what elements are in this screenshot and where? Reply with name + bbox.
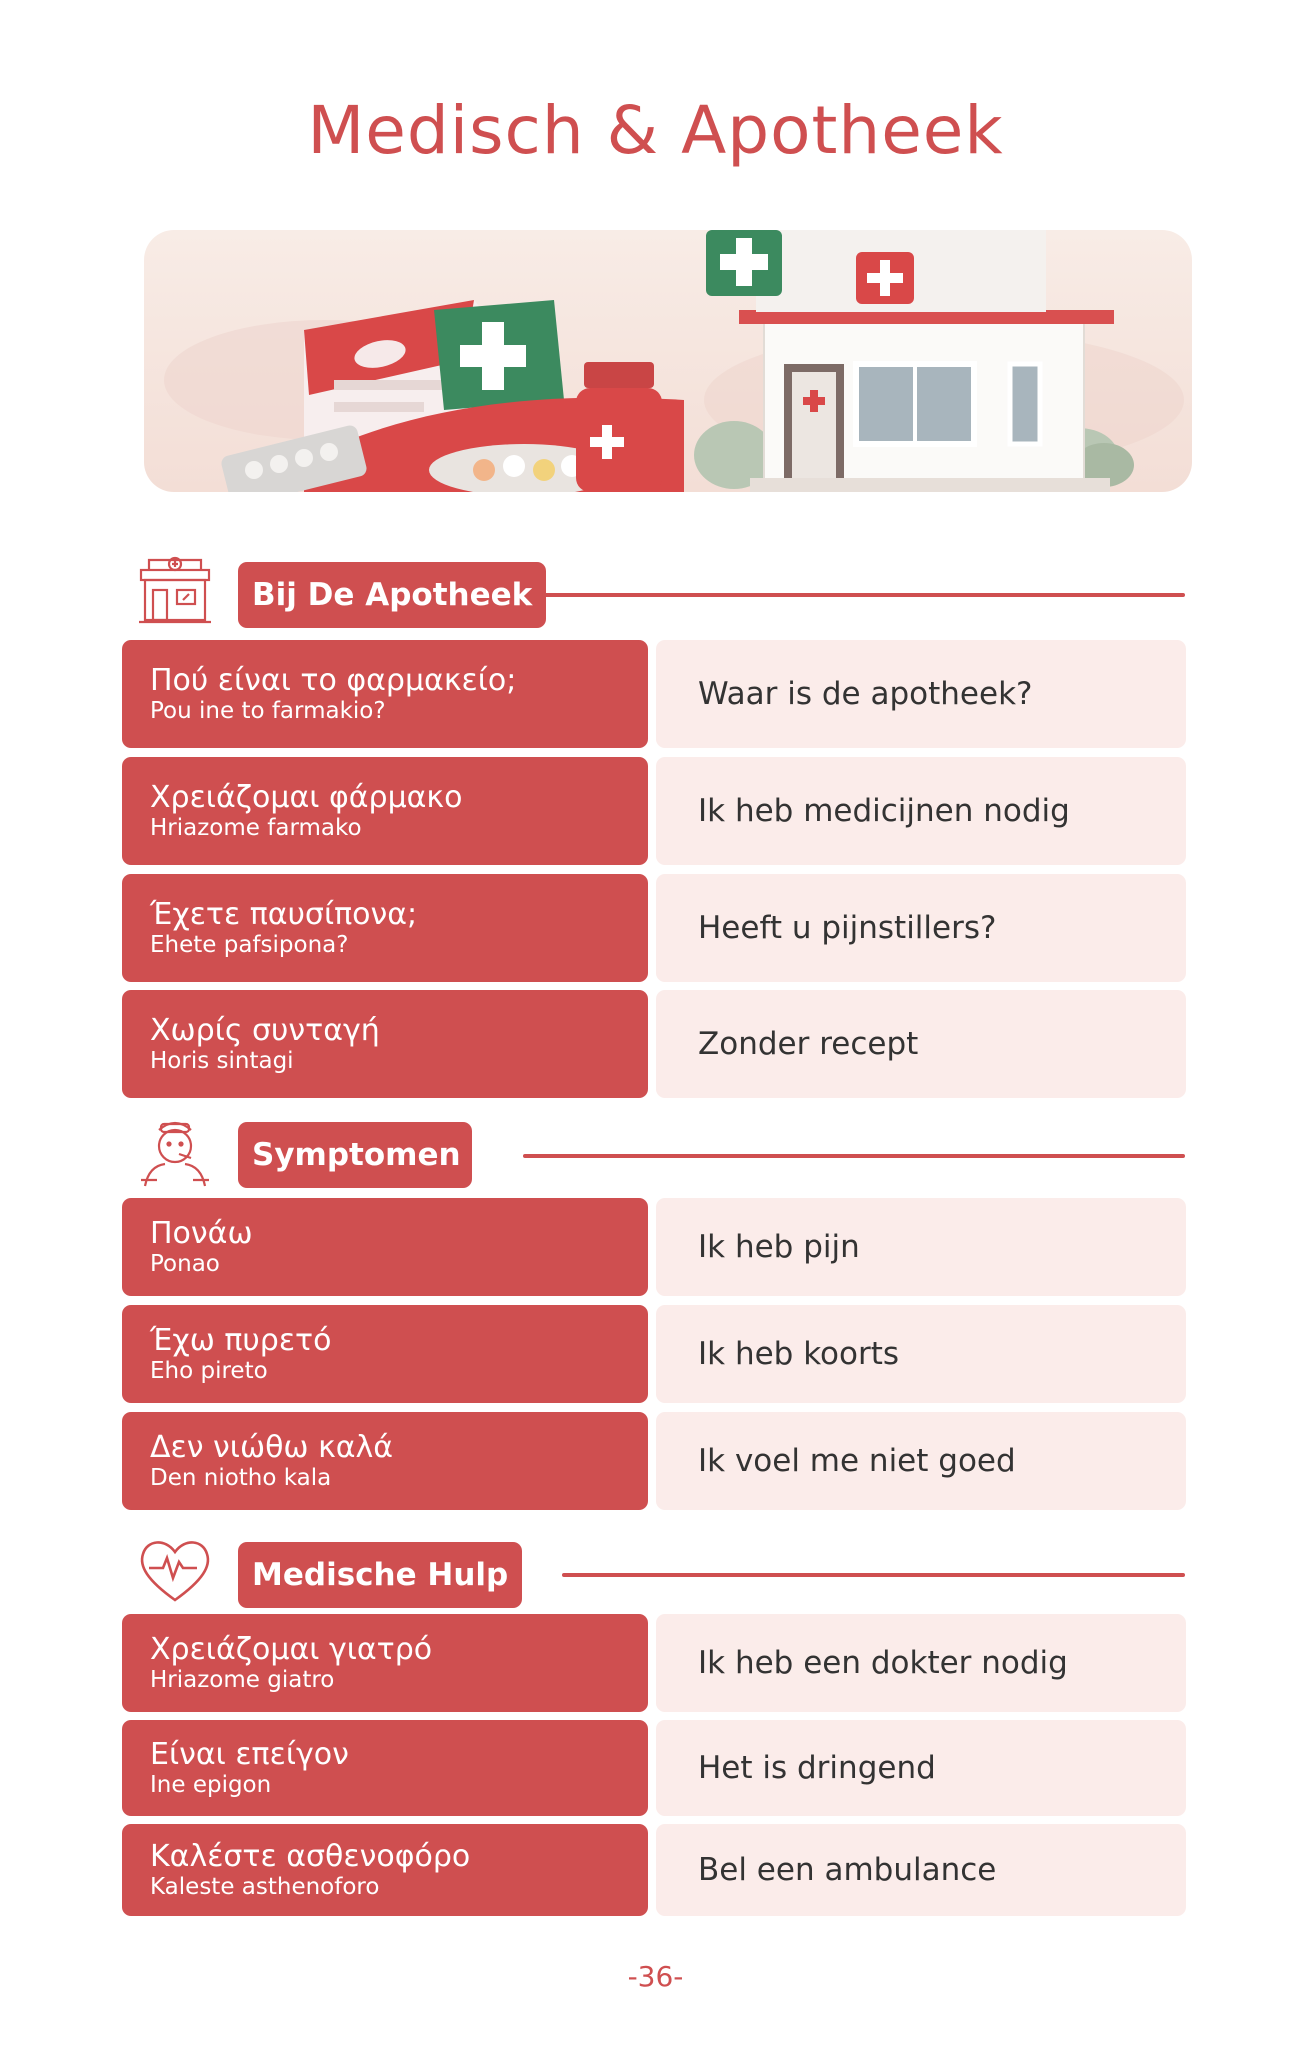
- greek-phrase-card: [122, 1614, 648, 1712]
- phrase-row: [122, 874, 1186, 982]
- phrase-row: [122, 1614, 1186, 1712]
- greek-phrase-card: [122, 990, 648, 1098]
- section-header-bij-de-apotheek: [135, 550, 1185, 630]
- phrase-row: [122, 1198, 1186, 1296]
- phrase-row: [122, 757, 1186, 865]
- transliteration: Ine epigon: [150, 1772, 272, 1798]
- section-divider: [542, 593, 1185, 597]
- dutch-translation: Ik heb koorts: [698, 1336, 900, 1372]
- section-title: Medische Hulp: [238, 1542, 522, 1608]
- greek-phrase-card: [122, 1824, 648, 1916]
- dutch-translation: Ik heb een dokter nodig: [698, 1645, 1068, 1681]
- greek-phrase-card: [122, 757, 648, 865]
- dutch-translation-card: [656, 757, 1186, 865]
- dutch-translation-card: [656, 640, 1186, 748]
- section-header-medische-hulp: [135, 1530, 1185, 1610]
- transliteration: Ponao: [150, 1251, 220, 1277]
- page-number: -36-: [627, 1960, 684, 1993]
- transliteration: Pou ine to farmakio?: [150, 698, 386, 724]
- dutch-translation-card: [656, 1824, 1186, 1916]
- dutch-translation-card: [656, 1198, 1186, 1296]
- dutch-translation: Bel een ambulance: [698, 1852, 997, 1888]
- phrase-row: [122, 640, 1186, 748]
- dutch-translation: Ik voel me niet goed: [698, 1443, 1016, 1479]
- greek-phrase-card: [122, 874, 648, 982]
- greek-phrase-card: [122, 1412, 648, 1510]
- heartbeat-icon: [135, 1530, 215, 1610]
- greek-phrase-card: [122, 1305, 648, 1403]
- dutch-translation: Ik heb medicijnen nodig: [698, 793, 1070, 829]
- dutch-translation-card: [656, 1412, 1186, 1510]
- dutch-translation: Heeft u pijnstillers?: [698, 910, 997, 946]
- phrase-row: [122, 990, 1186, 1098]
- greek-phrase: Είναι επείγον: [150, 1737, 349, 1772]
- greek-phrase: Καλέστε ασθενοφόρο: [150, 1839, 471, 1874]
- dutch-translation-card: [656, 874, 1186, 982]
- greek-phrase-card: [122, 1720, 648, 1816]
- greek-phrase: Χρειάζομαι φάρμακο: [150, 780, 463, 815]
- greek-phrase: Χωρίς συνταγή: [150, 1013, 380, 1048]
- greek-phrase: Δεν νιώθω καλά: [150, 1430, 394, 1465]
- transliteration: Ehete pafsipona?: [150, 932, 349, 958]
- greek-phrase-card: [122, 1198, 648, 1296]
- dutch-translation-card: [656, 1614, 1186, 1712]
- transliteration: Den niotho kala: [150, 1465, 332, 1491]
- page-title: Medisch & Apotheek: [307, 92, 1004, 169]
- phrase-row: [122, 1720, 1186, 1816]
- section-title: Bij De Apotheek: [238, 562, 546, 628]
- greek-phrase: Χρειάζομαι γιατρό: [150, 1632, 433, 1667]
- greek-phrase-card: [122, 640, 648, 748]
- dutch-translation: Het is dringend: [698, 1750, 936, 1786]
- transliteration: Horis sintagi: [150, 1048, 294, 1074]
- greek-phrase: Έχω πυρετό: [150, 1323, 332, 1358]
- sick-person-icon: [135, 1110, 215, 1190]
- section-header-symptomen: [135, 1110, 1185, 1190]
- dutch-translation-card: [656, 1305, 1186, 1403]
- dutch-translation: Ik heb pijn: [698, 1229, 860, 1265]
- greek-phrase: Έχετε παυσίπονα;: [150, 897, 418, 932]
- phrase-row: [122, 1305, 1186, 1403]
- section-divider: [562, 1573, 1185, 1577]
- phrase-row: [122, 1824, 1186, 1916]
- pharmacy-illustration: [144, 230, 1192, 492]
- transliteration: Eho pireto: [150, 1358, 268, 1384]
- dutch-translation: Zonder recept: [698, 1026, 919, 1062]
- dutch-translation-card: [656, 990, 1186, 1098]
- transliteration: Hriazome farmako: [150, 815, 362, 841]
- pharmacy-building-icon: [135, 550, 215, 630]
- transliteration: Hriazome giatro: [150, 1667, 335, 1693]
- dutch-translation-card: [656, 1720, 1186, 1816]
- greek-phrase: Πονάω: [150, 1216, 253, 1251]
- dutch-translation: Waar is de apotheek?: [698, 676, 1033, 712]
- greek-phrase: Πού είναι το φαρμακείο;: [150, 663, 517, 698]
- section-divider: [523, 1154, 1185, 1158]
- phrase-row: [122, 1412, 1186, 1510]
- section-title: Symptomen: [238, 1122, 472, 1188]
- transliteration: Kaleste asthenoforo: [150, 1874, 380, 1900]
